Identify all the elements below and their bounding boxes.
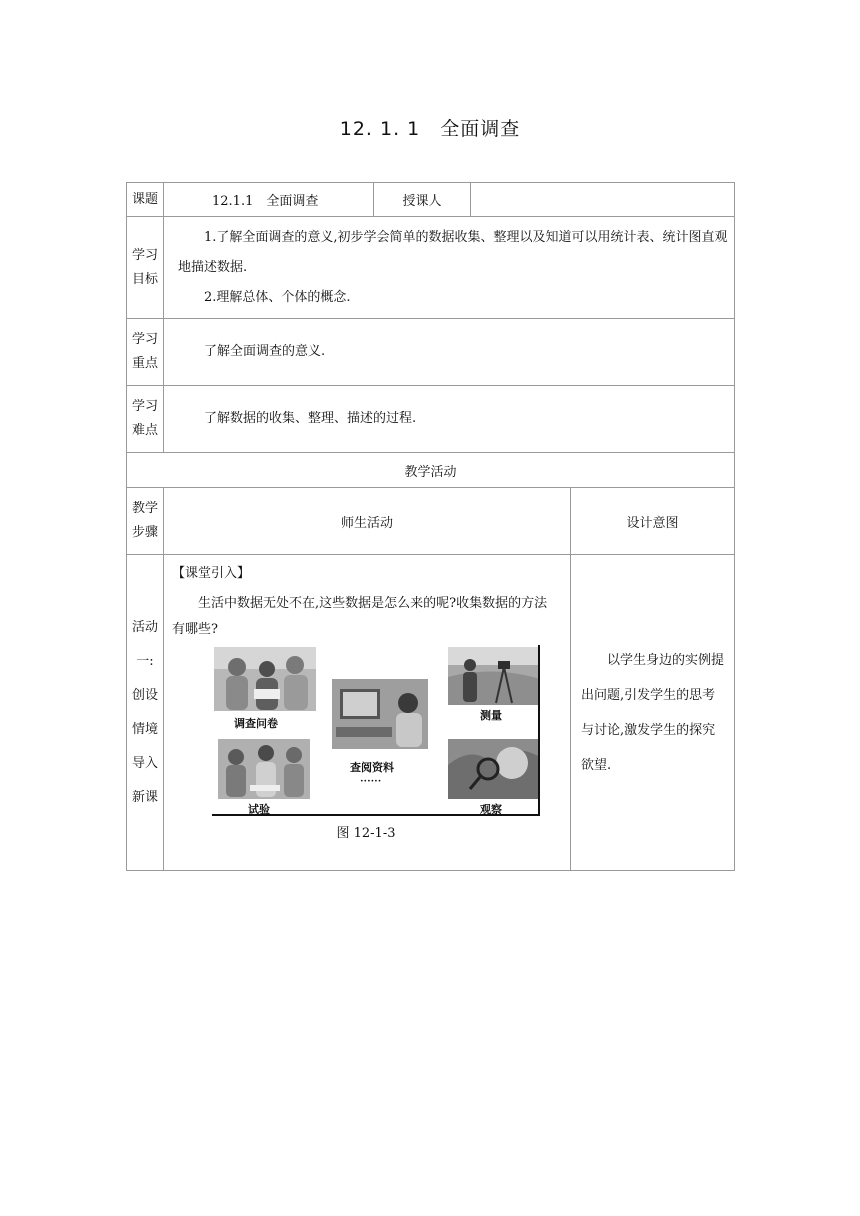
teacher-label: 授课人 — [374, 183, 471, 217]
lookup-photo — [332, 679, 428, 749]
activities-header: 教学活动 — [127, 453, 735, 488]
survey-photo — [214, 647, 316, 711]
figure-collage — [212, 645, 542, 817]
key-point-label: 学习 重点 — [127, 319, 164, 386]
lesson-plan-table — [126, 182, 735, 871]
difficulty-row — [127, 386, 735, 453]
intent-column-label: 设计意图 — [571, 488, 735, 555]
label-lookup: 查阅资料 — [350, 761, 394, 774]
data-collection-figure — [212, 645, 542, 817]
columns-row — [127, 488, 735, 555]
activity-heading: 【课堂引入】 — [172, 566, 251, 581]
key-point-row — [127, 319, 735, 386]
goals-row — [127, 217, 735, 319]
activity-intent: 以学生身边的实例提出问题,引发学生的思考与讨论,激发学生的探究欲望. — [571, 555, 735, 871]
course-label: 课题 — [127, 183, 164, 217]
key-point-text: 了解全面调查的意义. — [164, 319, 735, 386]
goal-item: 2.理解总体、个体的概念. — [204, 289, 351, 305]
page-title: 12. 1. 1 全面调查 — [339, 118, 521, 140]
figure-caption: 图 12-1-3 — [336, 826, 396, 841]
goals-content — [164, 217, 735, 319]
step-column-label: 教学 步骤 — [127, 488, 164, 555]
course-value: 12.1.1 全面调查 — [164, 183, 374, 217]
header-row — [127, 183, 735, 217]
observe-photo — [448, 739, 540, 799]
main-column-label: 师生活动 — [164, 488, 571, 555]
label-observe: 观察 — [480, 803, 502, 816]
activity-row — [127, 555, 735, 871]
activity-content — [164, 555, 571, 871]
label-dots: •••••• — [360, 778, 382, 785]
activity-question: 生活中数据无处不在,这些数据是怎么来的呢?收集数据的方法有哪些? — [172, 596, 548, 637]
label-survey: 调查问卷 — [234, 717, 278, 730]
activities-header-row — [127, 453, 735, 488]
goal-item: 1.了解全面调查的意义,初步学会简单的数据收集、整理以及知道可以用统计表、统计图直观地描述数据. — [178, 229, 728, 275]
label-experiment: 试验 — [248, 803, 270, 816]
experiment-photo — [218, 739, 310, 799]
difficulty-label: 学习 难点 — [127, 386, 164, 453]
label-measure: 测量 — [480, 709, 502, 722]
teacher-value — [471, 183, 735, 217]
activity-step-label: 活动 一: 创设 情境 导入 新课 — [127, 555, 164, 871]
difficulty-text: 了解数据的收集、整理、描述的过程. — [164, 386, 735, 453]
goals-label: 学习 目标 — [127, 217, 164, 319]
measure-photo — [448, 647, 540, 705]
